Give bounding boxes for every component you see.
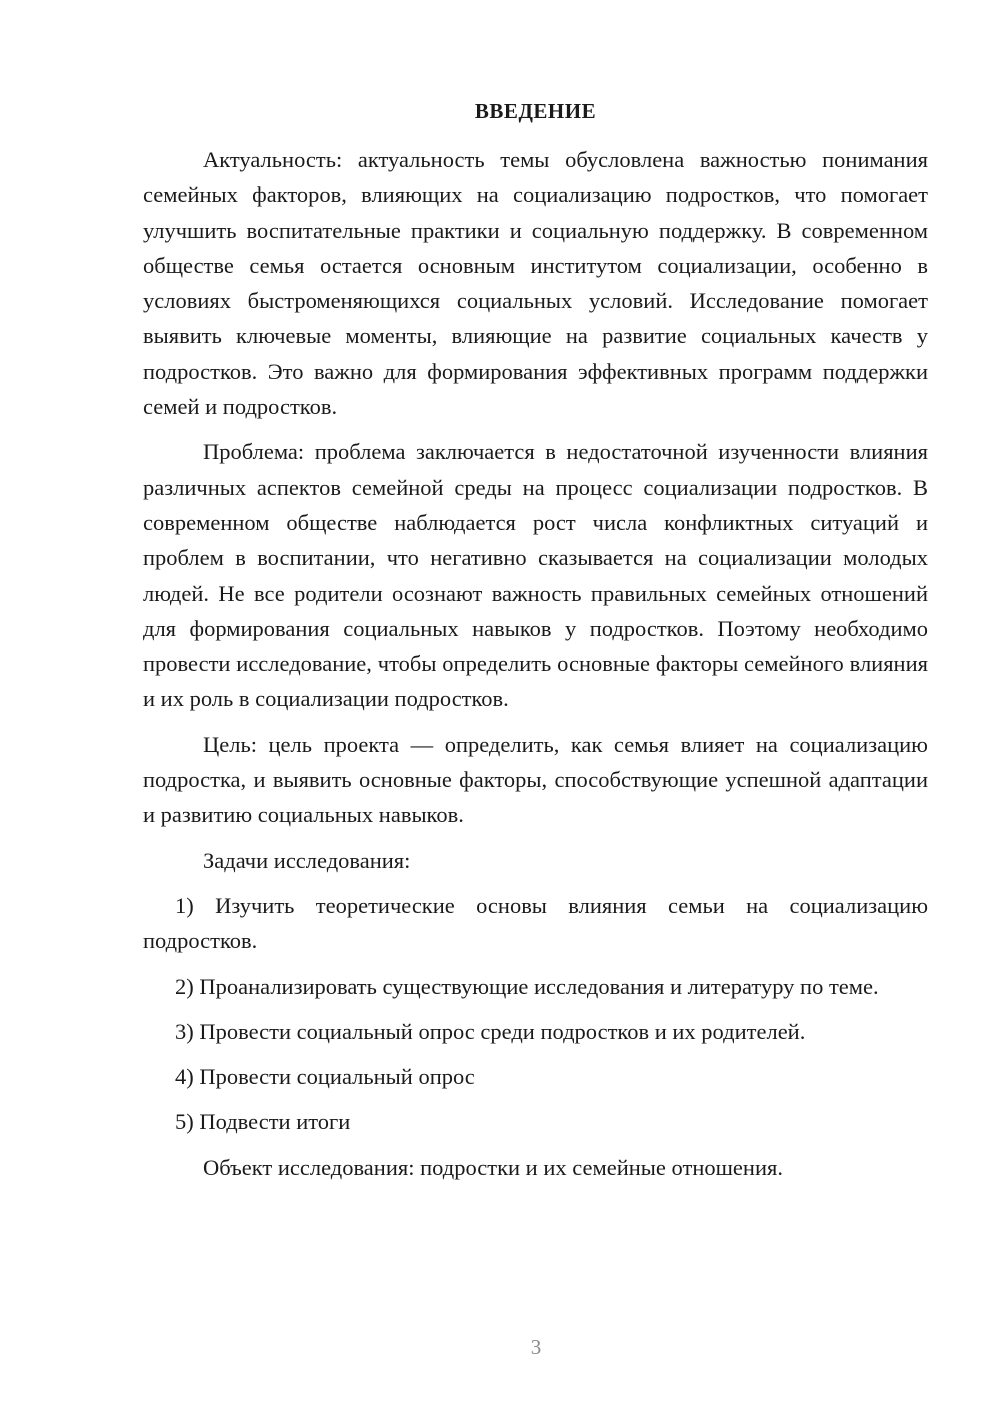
list-item-task-4: 4) Провести социальный опрос xyxy=(175,1064,475,1090)
paragraph-tasks-heading: Задачи исследования: xyxy=(203,847,411,873)
list-item-task-3: 3) Провести социальный опрос среди подростков и их родителей. xyxy=(175,1018,806,1044)
document-body xyxy=(143,142,928,1185)
list-item-task-2: 2) Проанализировать существующие исследования и литературу по теме. xyxy=(175,973,879,999)
paragraph-object: Объект исследования: подростки и их семейные отношения. xyxy=(203,1154,783,1180)
list-item-task-5: 5) Подвести итоги xyxy=(175,1109,351,1135)
paragraph-goal: Цель: цель проекта — определить, как семья влияет на социализацию подростка, и выявить основные факторы, способствующие успешной адаптации и развитию социальных навыков. xyxy=(143,731,928,828)
paragraph-relevance: Актуальность: актуальность темы обусловлена важностью понимания семейных факторов, влияющих на социализацию подростков, что помогает улучшить воспитательные практики и социальную поддержку. В современном обществе семья остается основным институтом социализации, особенно в условиях быстроменяющихся социальных условий. Исследование помогает выявить ключевые моменты, влияющие на развитие социальных качеств у подростков. Это важно для формирования эффективных программ поддержки семей и подростков. xyxy=(143,147,928,420)
page-number: 3 xyxy=(530,1335,542,1359)
paragraph-problem: Проблема: проблема заключается в недостаточной изученности влияния различных аспектов семейной среды на процесс социализации подростков. В современном обществе наблюдается рост числа конфликтных ситуаций и проблем в воспитании, что негативно сказывается на социализации молодых людей. Не все родители осознают важность правильных семейных отношений для формирования социальных навыков у подростков. Поэтому необходимо провести исследование, чтобы определить основные факторы семейного влияния и их роль в социализации подростков. xyxy=(143,439,928,712)
list-item-task-1: 1) Изучить теоретические основы влияния семьи на социализацию подростков. xyxy=(143,892,928,954)
page-title: ВВЕДЕНИЕ xyxy=(474,99,597,123)
